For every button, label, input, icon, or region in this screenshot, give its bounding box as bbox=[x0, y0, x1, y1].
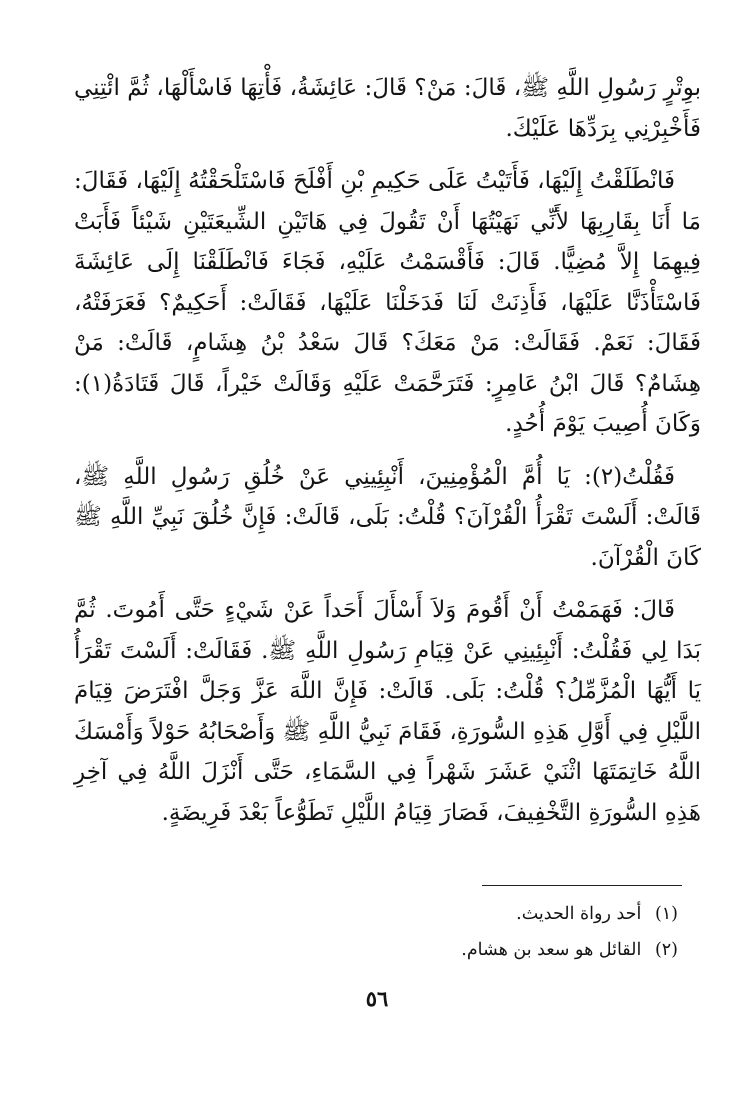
paragraph-3: فَقُلْتُ(٢): يَا أُمَّ الْمُؤْمِنِينَ، أَنْبِئِينِي عَنْ خُلُقِ رَسُولِ اللَّهِ ﷺ، قَالَتْ: أَلَسْتَ تَقْرَأُ الْقُرْآنَ؟ قُلْتُ: بَلَى، قَالَتْ: فَإِنَّ خُلُقَ نَبِيِّ اللَّهِ ﷺ كَانَ الْقُرْآنَ. bbox=[74, 463, 701, 571]
page-number: ٥٦ bbox=[365, 986, 389, 1011]
footnotes bbox=[218, 896, 678, 968]
footnote-2 bbox=[218, 932, 678, 968]
footnote-number: (٢) bbox=[654, 940, 678, 960]
paragraph-1: بوِتْرٍ رَسُولِ اللَّهِ ﷺ، قَالَ: مَنْ؟ قَالَ: عَائِشَةُ، فَأْتِهَا فَاسْأَلْهَا، ثُمَّ ائْتِنِي فَأَخْبِرْنِي بِرَدِّهَا عَلَيْكَ. bbox=[74, 75, 701, 142]
footnote-number: (١) bbox=[654, 904, 678, 924]
footnote-text: أحد رواة الحديث. bbox=[516, 904, 642, 924]
footnote-divider bbox=[482, 885, 682, 886]
main-text bbox=[74, 68, 701, 845]
footnote-1 bbox=[218, 896, 678, 932]
paragraph-4: قَالَ: فَهَمَمْتُ أَنْ أَقُومَ وَلاَ أَسْأَلَ أَحَداً عَنْ شَيْءٍ حَتَّى أَمُوتَ. ثُمَّ بَدَا لِي فَقُلْتُ: أَنْبِئِينِي عَنْ قِيَامِ رَسُولِ اللَّهِ ﷺ. فَقَالَتْ: أَلَسْتَ تَقْرَأُ يَا أَيُّهَا الْمُزَّمِّلُ؟ قُلْتُ: بَلَى. قَالَتْ: فَإِنَّ اللَّهَ عَزَّ وَجَلَّ افْتَرَضَ قِيَامَ اللَّيْلِ فِي أَوَّلِ هَذِهِ السُّورَةِ، فَقَامَ نَبِيُّ اللَّهِ ﷺ وَأَصْحَابُهُ حَوْلاً وَأَمْسَكَ اللَّهُ خَاتِمَتَهَا اثْنَيْ عَشَرَ شَهْراً فِي السَّمَاءِ، حَتَّى أَنْزَلَ اللَّهُ فِي آخِرِ هَذِهِ السُّورَةِ التَّخْفِيفَ، فَصَارَ قِيَامُ اللَّيْلِ تَطَوُّعاً بَعْدَ فَرِيضَةٍ. bbox=[74, 597, 701, 826]
paragraph-2: فَانْطَلَقْتُ إِلَيْهَا، فَأَتَيْتُ عَلَى حَكِيمِ بْنِ أَفْلَحَ فَاسْتَلْحَقْتُهُ إِلَيْهَا، فَقَالَ: مَا أَنَا بِقَارِبِهَا لأَنِّي نَهَيْتُهَا أَنْ تَقُولَ فِي هَاتَيْنِ الشِّيعَتَيْنِ شَيْئاً فَأَبَتْ فِيهِمَا إِلاَّ مُضِيًّا. قَالَ: فَأَقْسَمْتُ عَلَيْهِ، فَجَاءَ فَانْطَلَقْنَا إِلَى عَائِشَةَ فَاسْتَأْذَنَّا عَلَيْهَا، فَأَذِنَتْ لَنَا فَدَخَلْنَا عَلَيْهَا، فَقَالَتْ: أَحَكِيمٌ؟ فَعَرَفَتْهُ، فَقَالَ: نَعَمْ. فَقَالَتْ: مَنْ مَعَكَ؟ قَالَ سَعْدُ بْنُ هِشَامٍ، قَالَتْ: مَنْ هِشَامٌ؟ قَالَ ابْنُ عَامِرٍ: فَتَرَحَّمَتْ عَلَيْهِ وَقَالَتْ خَيْراً، قَالَ قَتَادَةُ(١): وَكَانَ أُصِيبَ يَوْمَ أُحُدٍ. bbox=[74, 168, 701, 437]
footnote-text: القائل هو سعد بن هشام. bbox=[461, 940, 642, 960]
